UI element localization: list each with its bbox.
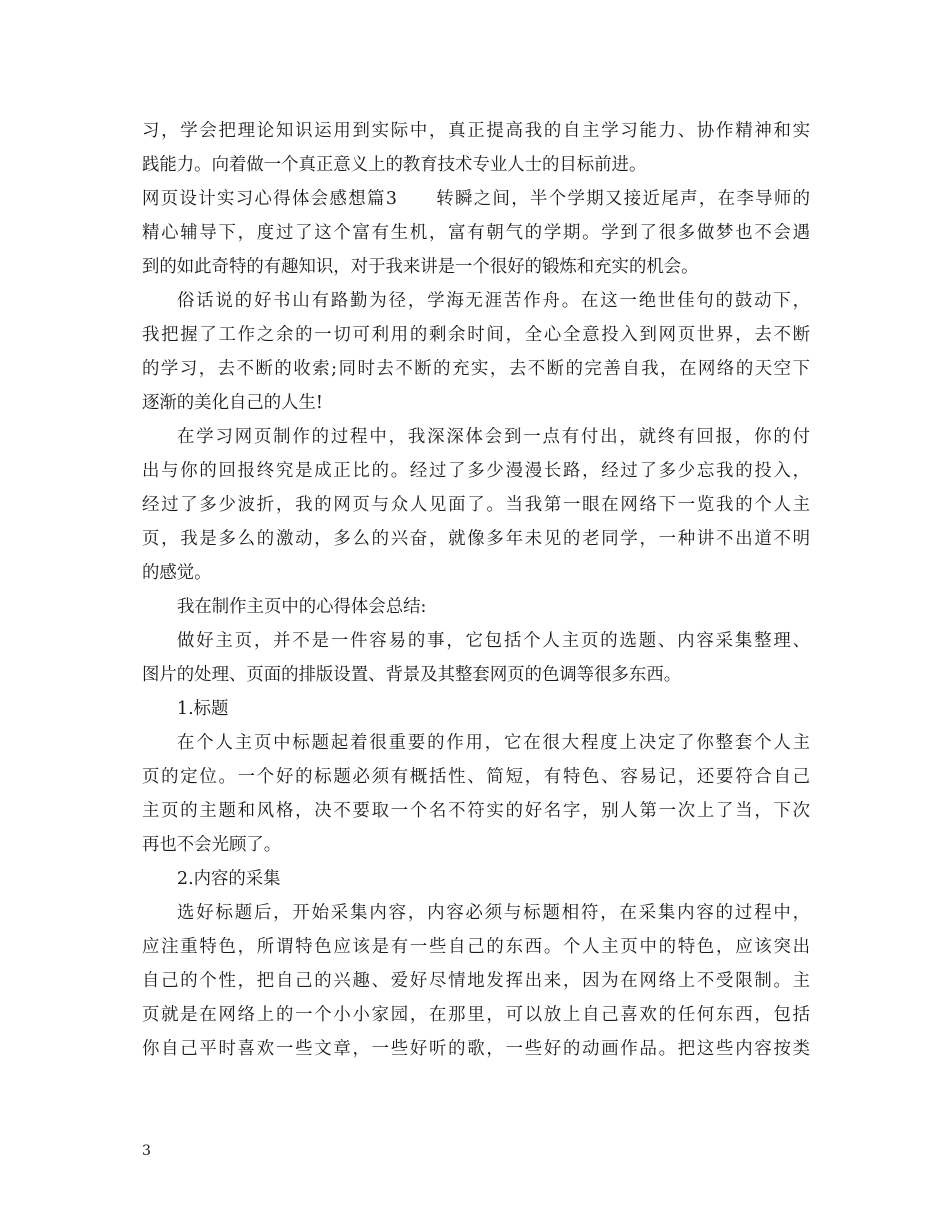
text-line: 的学习，去不断的收索;同时去不断的充实，去不断的完善自我，在网络的天空下 — [142, 359, 810, 379]
text-line: 再也不会光顾了。 — [142, 835, 282, 855]
text-line: 应注重特色，所谓特色应该是有一些自己的东西。个人主页中的特色，应该突出 — [142, 937, 810, 957]
text-line: 图片的处理、页面的排版设置、背景及其整套网页的色调等很多东西。 — [142, 665, 682, 685]
text-line: 自己的个性，把自己的兴趣、爱好尽情地发挥出来，因为在网络上不受限制。主 — [142, 971, 810, 991]
paragraph-start: 选好标题后，开始采集内容，内容必须与标题相符，在采集内容的过程中， — [177, 903, 810, 923]
text-line: 转瞬之间，半个学期又接近尾声，在李导师的 — [434, 189, 810, 209]
section-heading: 网页设计实习心得体会感想篇3 — [142, 189, 397, 209]
paragraph-start: 在个人主页中标题起着很重要的作用，它在很大程度上决定了你整套个人主 — [177, 733, 810, 753]
paragraph-start: 我在制作主页中的心得体会总结: — [177, 597, 427, 617]
text-line: 你自己平时喜欢一些文章，一些好听的歌，一些好的动画作品。把这些内容按类 — [142, 1039, 810, 1059]
text-line: 到的如此奇特的有趣知识，对于我来讲是一个很好的锻炼和充实的机会。 — [142, 257, 699, 277]
text-line: 逐渐的美化自己的人生! — [142, 393, 323, 413]
text-line: 习，学会把理论知识运用到实际中，真正提高我的自主学习能力、协作精神和实 — [142, 121, 810, 141]
document-body — [142, 114, 810, 1066]
text-line: 我把握了工作之余的一切可利用的剩余时间，全心全意投入到网页世界，去不断 — [142, 325, 810, 345]
text-line: 页就是在网络上的一个小小家园，在那里，可以放上自己喜欢的任何东西，包括 — [142, 1005, 810, 1025]
subheading: 2.内容的采集 — [177, 869, 281, 889]
page-number: 3 — [142, 1143, 151, 1159]
text-line: 精心辅导下，度过了这个富有生机，富有朝气的学期。学到了很多做梦也不会遇 — [142, 223, 810, 243]
text-line: 经过了多少波折，我的网页与众人见面了。当我第一眼在网络下一览我的个人主 — [142, 495, 810, 515]
text-line: 页的定位。一个好的标题必须有概括性、简短，有特色、容易记，还要符合自己 — [142, 767, 810, 787]
text-line: 出与你的回报终究是成正比的。经过了多少漫漫长路，经过了多少忘我的投入， — [142, 461, 810, 481]
subheading: 1.标题 — [177, 699, 229, 719]
text-line: 页，我是多么的激动，多么的兴奋，就像多年未见的老同学，一种讲不出道不明 — [142, 529, 810, 549]
paragraph-start: 做好主页，并不是一件容易的事，它包括个人主页的选题、内容采集整理、 — [177, 631, 810, 651]
paragraph-start: 俗话说的好书山有路勤为径，学海无涯苦作舟。在这一绝世佳句的鼓动下， — [177, 291, 810, 311]
section-heading-line — [142, 182, 810, 216]
text-line: 的感觉。 — [142, 563, 212, 583]
text-line: 践能力。向着做一个真正意义上的教育技术专业人士的目标前进。 — [142, 155, 647, 175]
paragraph-start: 在学习网页制作的过程中，我深深体会到一点有付出，就终有回报，你的付 — [177, 427, 810, 447]
text-line: 主页的主题和风格，决不要取一个名不符实的好名字，别人第一次上了当，下次 — [142, 801, 810, 821]
